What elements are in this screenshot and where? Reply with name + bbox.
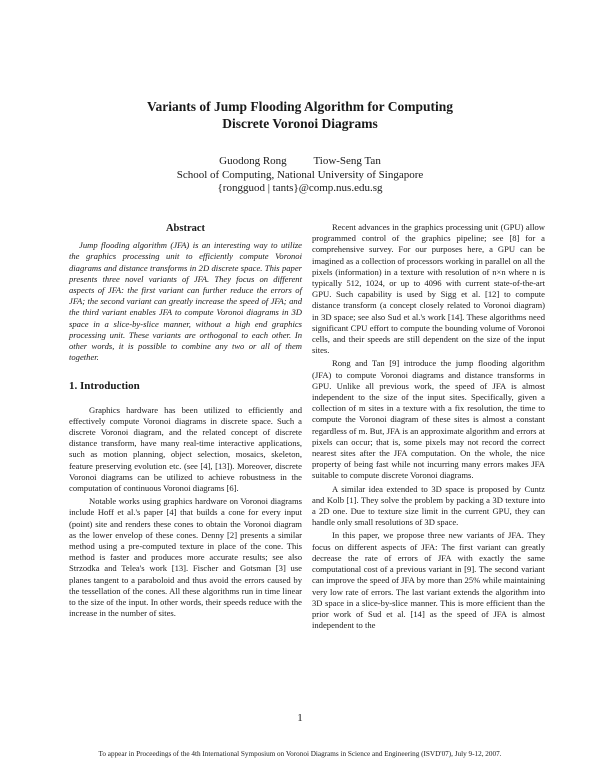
author-name-2: Tiow-Seng Tan xyxy=(313,155,381,167)
right-paragraph-4: In this paper, we propose three new variants of JFA. They focus on different aspects of JFA: The first variant can greatly decrease the rate of errors of JFA with exactly the same computational cost of a previous variant in [9]. The second variant can improve the speed of JFA by more than 25% while maintaining very low rate of errors. The last variant extends the algorithm into 3D space in a slice-by-slice manner. This is more efficient than the prior work of Sud et al. [14] as the speed of JFA is almost independent to the xyxy=(312,530,545,631)
title-line-1: Variants of Jump Flooding Algorithm for Computing xyxy=(146,99,454,114)
footer-note: To appear in Proceedings of the 4th International Symposium on Voronoi Diagrams in Science and Engineering (ISVD'07), July 9-12, 2007. xyxy=(98,750,502,758)
author-names xyxy=(0,155,600,169)
author-block xyxy=(0,155,600,196)
right-paragraph-1: Recent advances in the graphics processing unit (GPU) allow programmed control of the graphics pipeline; see [8] for a comprehensive survey. For our purposes here, a GPU can be imagined as a collection of processors working in parallel on all the pixels (information) in a texture with resolution of n×n where n is typically 512, 1024, or up to 4096 with current state-of-the-art GPU. Such capability is used by Sigg et al. [12] to compute distance transform (a concept closely related to Voronoi diagram) in 3D space; see also Sud et al.'s work [14]. These algorithms need significant CPU effort to compute the bounding volume of Voronoi cells, and their speeds are still dependent on the size of the input sites. xyxy=(312,222,545,356)
author-name-1: Guodong Rong xyxy=(219,155,287,167)
title-line-2: Discrete Voronoi Diagrams xyxy=(222,116,378,131)
author-affiliation: School of Computing, National University of Singapore xyxy=(176,168,424,181)
paper-title xyxy=(0,98,600,132)
abstract-heading: Abstract xyxy=(165,223,206,234)
left-column xyxy=(69,223,302,622)
page-number: 1 xyxy=(297,712,303,724)
section-heading-introduction: 1. Introduction xyxy=(69,380,140,393)
abstract-text: Jump flooding algorithm (JFA) is an interesting way to utilize the graphics processing unit to efficiently compute Voronoi diagrams and distance transforms in 2D discrete space. This paper presents three novel variants of JFA. They focus on different aspects of JFA: the first variant can further reduce the errors of JFA; the second variant can greatly increase the speed of JFA; and the third variant enables JFA to compute Voronoi diagrams in 3D space in a slice-by-slice manner, without a high end graphics processing unit. These variants are orthogonal to each other. In other words, it is possible to combine any two or all of them together. xyxy=(69,240,302,363)
intro-paragraph-1: Graphics hardware has been utilized to efficiently and effectively compute Voronoi diagrams in discrete space. Such a discrete Voronoi diagram, and the related concept of discrete distance transform, have many real-time interactive applications, such as motion planning, object selection, mosaics, skeleton, feature preserving evolution etc. (see [4], [13]). Moreover, discrete Voronoi diagrams can be utilized to achieve robustness in the computation of continuous Voronoi diagrams [6]. xyxy=(69,404,302,494)
right-paragraph-3: A similar idea extended to 3D space is proposed by Cuntz and Kolb [1]. They solve the problem by packing a 3D texture into a 2D one. Due to texture size limit in the current GPU, they can handle only small resolutions of 3D space. xyxy=(312,483,545,528)
author-email: {rongguod | tants}@comp.nus.edu.sg xyxy=(217,182,383,194)
right-column xyxy=(312,222,545,633)
intro-paragraph-2: Notable works using graphics hardware on Voronoi diagrams include Hoff et al.'s paper [4] that builds a cone for every input (point) site and renders these cones to obtain the Voronoi diagram as the lower envelop of these cones. Denny [2] presents a similar method using a pre-computed texture in place of the cone. This method is faster and produces more accurate results; see also Strzodka and Telea's work [13]. Fischer and Gotsman [3] use planes tangent to a paraboloid and thus avoid the errors caused by the tessellation of the cones. All these algorithms run in time linear to the size of the input. In other words, their speeds reduce with the increase in the number of sites. xyxy=(69,496,302,619)
right-paragraph-2: Rong and Tan [9] introduce the jump flooding algorithm (JFA) to compute Voronoi diagrams and distance transforms in GPU. Unlike all previous work, the speed of JFA is almost independent to the size of the input sites. Specifically, given a collection of m sites in a texture with a fix resolution, the time to compute the Voronoi diagram of these sites is almost a constant regardless of m. But, JFA is an approximate algorithm and errors at pixels can occur; that is, some pixels may not record the correct nearest sites after the JFA computation. On the whole, the nice property of being fast while not incurring many errors makes JFA suitable to compute discrete Voronoi diagrams. xyxy=(312,358,545,481)
